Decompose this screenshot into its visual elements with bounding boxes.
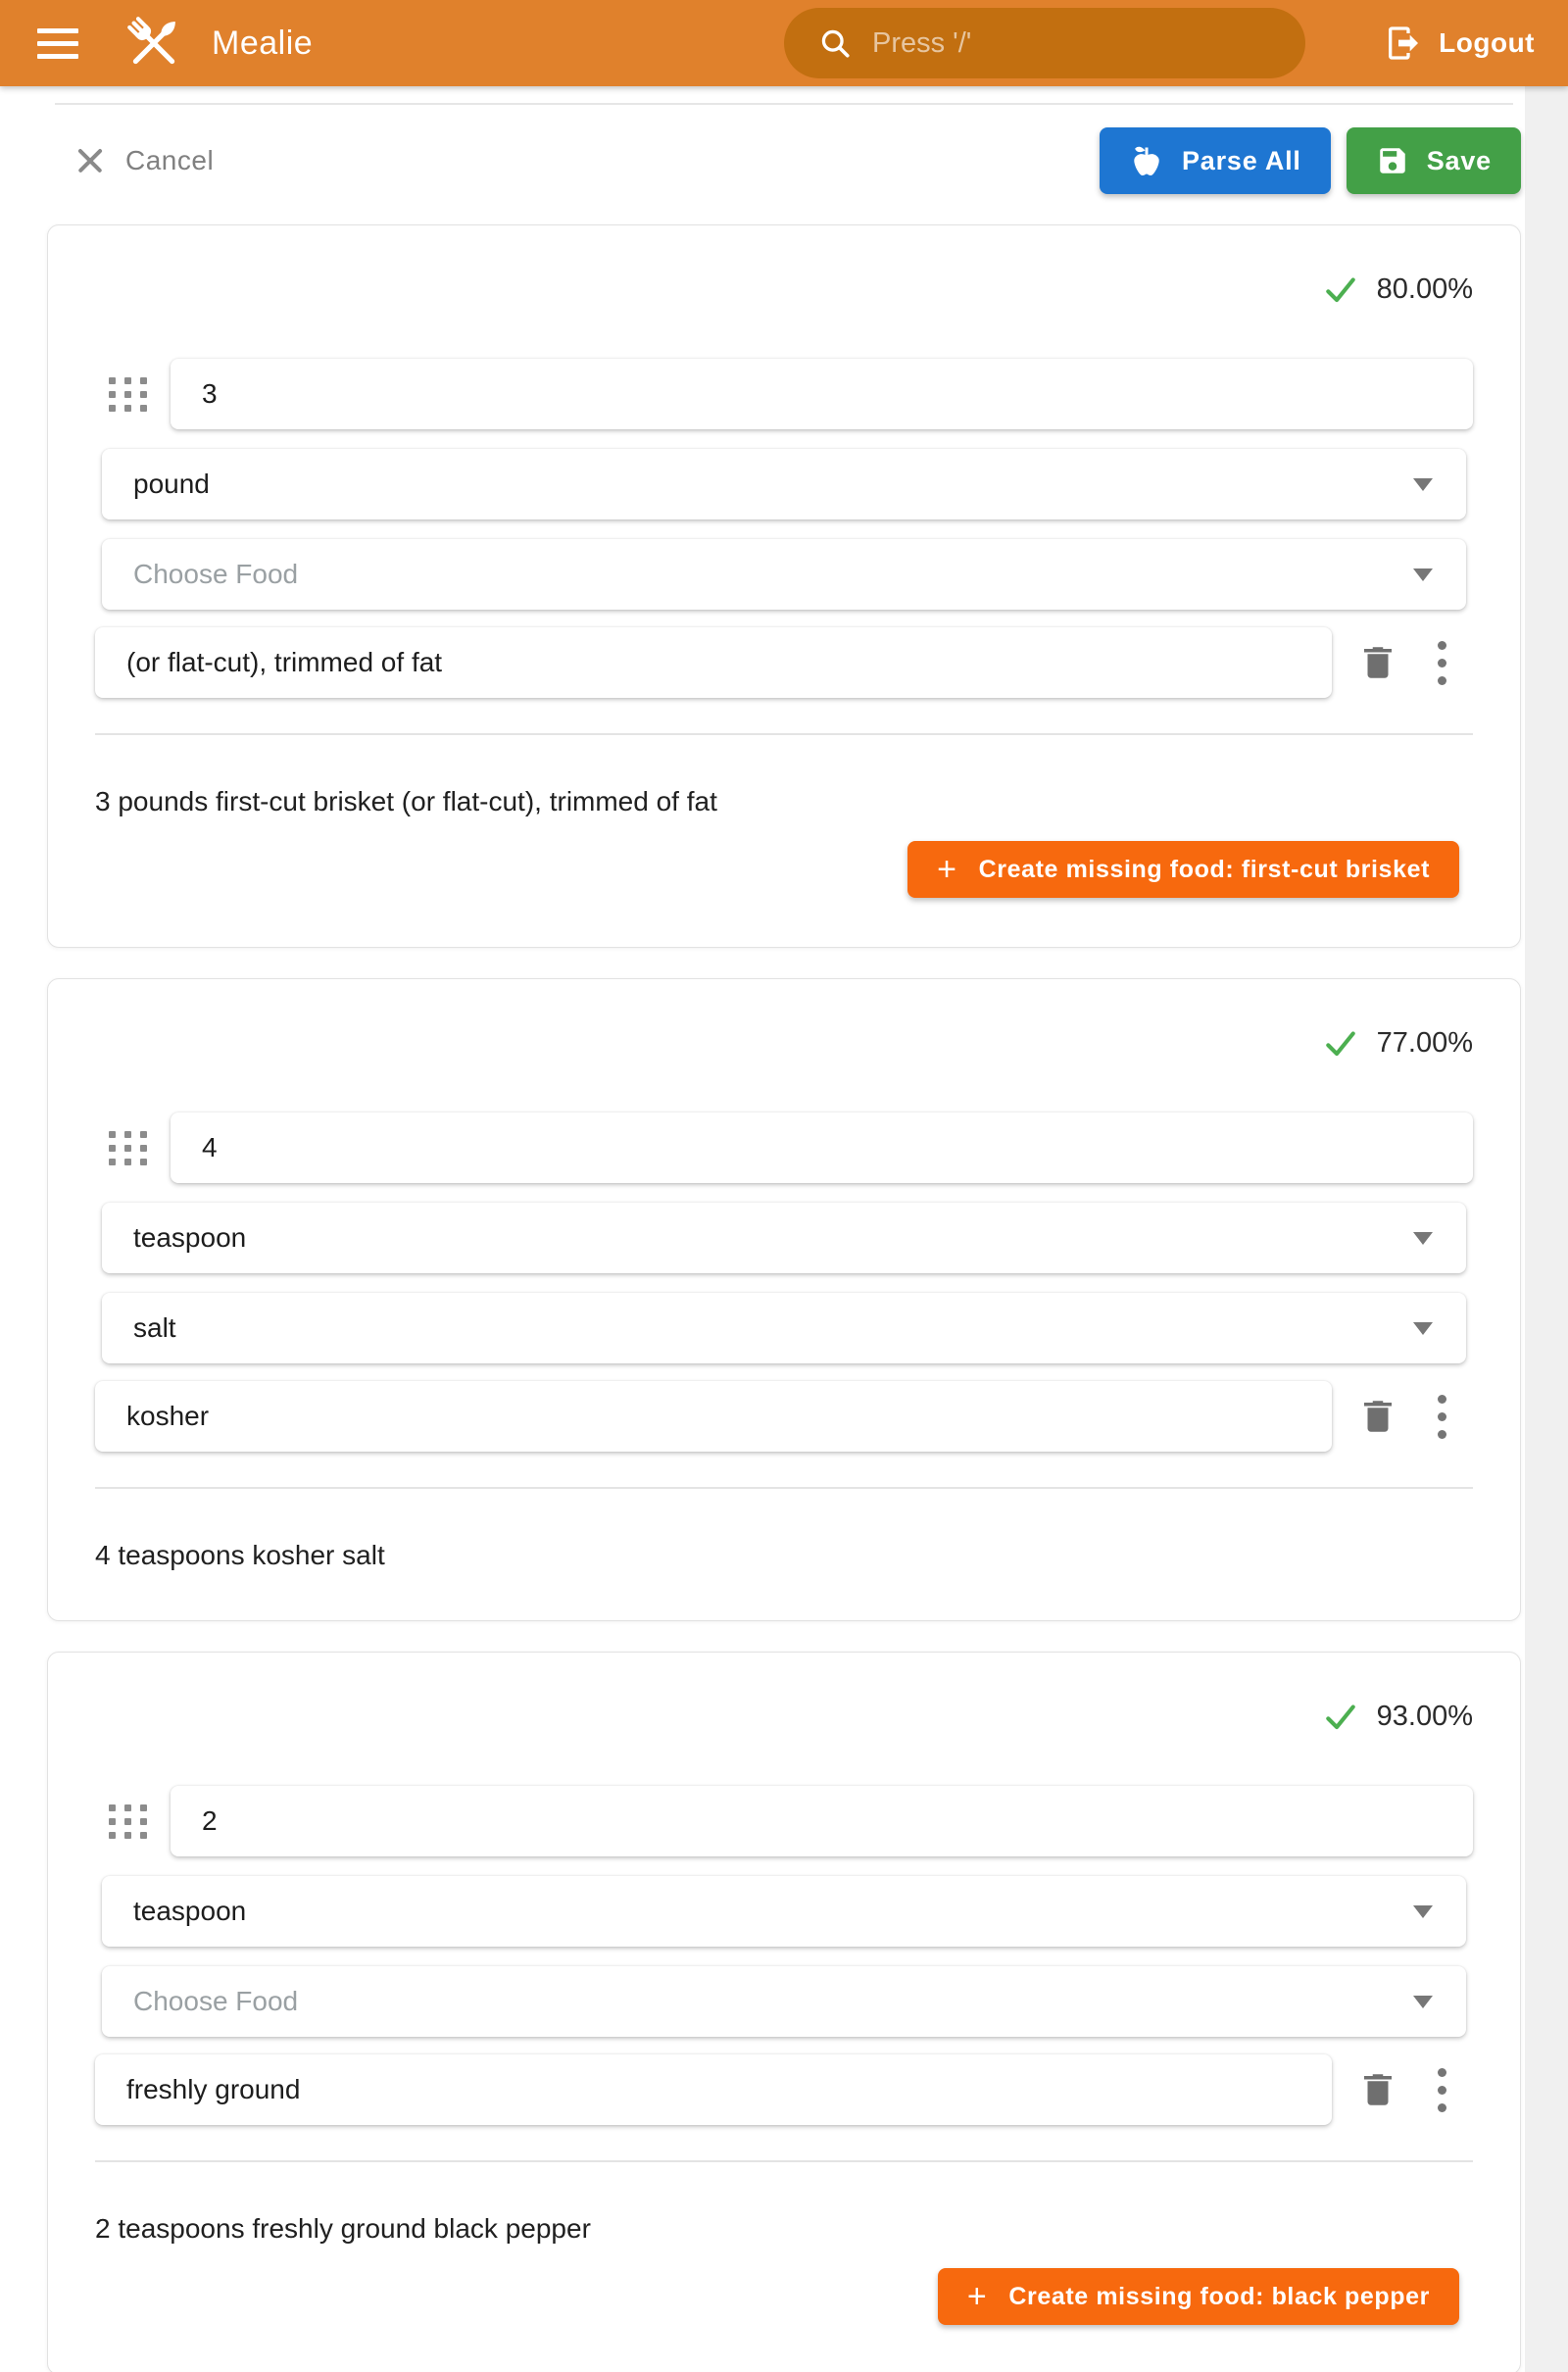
kebab-menu-icon[interactable] [1438, 1395, 1446, 1439]
quantity-row [95, 1112, 1473, 1183]
parse-all-button[interactable] [1100, 127, 1331, 194]
drag-handle-icon[interactable] [109, 377, 147, 412]
quantity-input[interactable] [171, 359, 1473, 429]
caret-down-icon [1413, 568, 1433, 581]
note-row [95, 1381, 1473, 1452]
caret-down-icon [1413, 1232, 1433, 1245]
confidence-value: 80.00% [1376, 272, 1473, 305]
close-icon [76, 147, 104, 174]
caret-down-icon [1413, 478, 1433, 491]
fork-knife-logo [122, 11, 186, 75]
create-missing-food-button[interactable] [938, 2268, 1459, 2325]
create-missing-food-label: Create missing food: black pepper [1008, 2282, 1430, 2310]
food-select[interactable] [102, 1293, 1466, 1363]
delete-ingredient-button[interactable] [1357, 642, 1398, 683]
create-missing-food-button[interactable] [907, 841, 1459, 898]
caret-down-icon [1413, 1322, 1433, 1335]
search-input[interactable] [784, 8, 1305, 78]
cancel-button[interactable] [47, 145, 214, 176]
kebab-menu-icon[interactable] [1438, 2068, 1446, 2112]
plus-icon: + [937, 851, 957, 888]
unit-select-value: teaspoon [133, 1896, 247, 1926]
quantity-value: 3 [202, 378, 218, 409]
cancel-label: Cancel [125, 145, 215, 175]
drag-handle-icon[interactable] [109, 1804, 147, 1839]
delete-ingredient-button[interactable] [1357, 2069, 1398, 2110]
trash-icon [1357, 642, 1398, 683]
confidence-value: 77.00% [1376, 1026, 1473, 1059]
quantity-value: 2 [202, 1805, 218, 1836]
quantity-value: 4 [202, 1132, 218, 1162]
unit-select-value: pound [133, 469, 210, 499]
logout-label: Logout [1439, 27, 1535, 58]
food-select-value: salt [133, 1312, 176, 1343]
ingredient-card-list [47, 224, 1521, 2372]
logout-button[interactable] [1384, 0, 1535, 86]
trash-icon [1357, 2069, 1398, 2110]
note-input[interactable] [95, 627, 1332, 698]
card-divider [95, 1487, 1473, 1489]
drag-handle-icon[interactable] [109, 1131, 147, 1165]
ingredient-card [47, 1652, 1521, 2372]
food-select[interactable] [102, 539, 1466, 610]
unit-select[interactable] [102, 449, 1466, 519]
save-button[interactable] [1347, 127, 1521, 194]
check-icon [1322, 1698, 1359, 1735]
caret-down-icon [1413, 1905, 1433, 1918]
logout-icon [1384, 24, 1423, 63]
ingredient-card [47, 978, 1521, 1621]
missing-food-row [95, 2268, 1473, 2325]
note-value: (or flat-cut), trimmed of fat [126, 647, 443, 677]
note-row [95, 627, 1473, 698]
parser-toolbar [47, 127, 1521, 194]
confidence-value: 93.00% [1376, 1700, 1473, 1732]
card-divider [95, 2160, 1473, 2162]
search-placeholder: Press '/' [872, 26, 972, 59]
check-icon [1322, 271, 1359, 308]
ingredient-parser-page [0, 103, 1568, 2372]
confidence-row [95, 1698, 1473, 1735]
original-ingredient-text: 4 teaspoons kosher salt [95, 1540, 385, 1570]
original-ingredient-text: 2 teaspoons freshly ground black pepper [95, 2213, 591, 2244]
confidence-row [95, 271, 1473, 308]
confidence-row [95, 1024, 1473, 1062]
quantity-input[interactable] [171, 1786, 1473, 1856]
apple-icon [1129, 143, 1164, 178]
unit-select[interactable] [102, 1876, 1466, 1947]
save-icon [1376, 144, 1409, 177]
ingredient-card [47, 224, 1521, 948]
missing-food-row [95, 841, 1473, 898]
search-icon [817, 25, 853, 61]
food-select-value: Choose Food [133, 559, 299, 589]
original-ingredient-text: 3 pounds first-cut brisket (or flat-cut), trimmed of fat [95, 786, 717, 816]
parse-all-label: Parse All [1181, 145, 1301, 175]
top-divider [55, 103, 1513, 105]
quantity-row [95, 359, 1473, 429]
save-label: Save [1426, 145, 1492, 175]
food-select[interactable] [102, 1966, 1466, 2037]
menu-icon[interactable] [37, 28, 78, 59]
kebab-menu-icon[interactable] [1438, 641, 1446, 685]
food-select-value: Choose Food [133, 1986, 299, 2016]
quantity-input[interactable] [171, 1112, 1473, 1183]
app-title: Mealie [212, 24, 314, 62]
unit-select[interactable] [102, 1203, 1466, 1273]
check-icon [1322, 1024, 1359, 1062]
note-value: freshly ground [126, 2074, 301, 2104]
unit-select-value: teaspoon [133, 1222, 247, 1253]
note-row [95, 2054, 1473, 2125]
create-missing-food-label: Create missing food: first-cut brisket [978, 855, 1430, 883]
caret-down-icon [1413, 1996, 1433, 2008]
quantity-row [95, 1786, 1473, 1856]
note-input[interactable] [95, 1381, 1332, 1452]
plus-icon: + [966, 2278, 988, 2315]
app-header [0, 0, 1568, 86]
note-value: kosher [126, 1401, 210, 1431]
trash-icon [1357, 1396, 1398, 1437]
delete-ingredient-button[interactable] [1357, 1396, 1398, 1437]
card-divider [95, 733, 1473, 735]
note-input[interactable] [95, 2054, 1332, 2125]
